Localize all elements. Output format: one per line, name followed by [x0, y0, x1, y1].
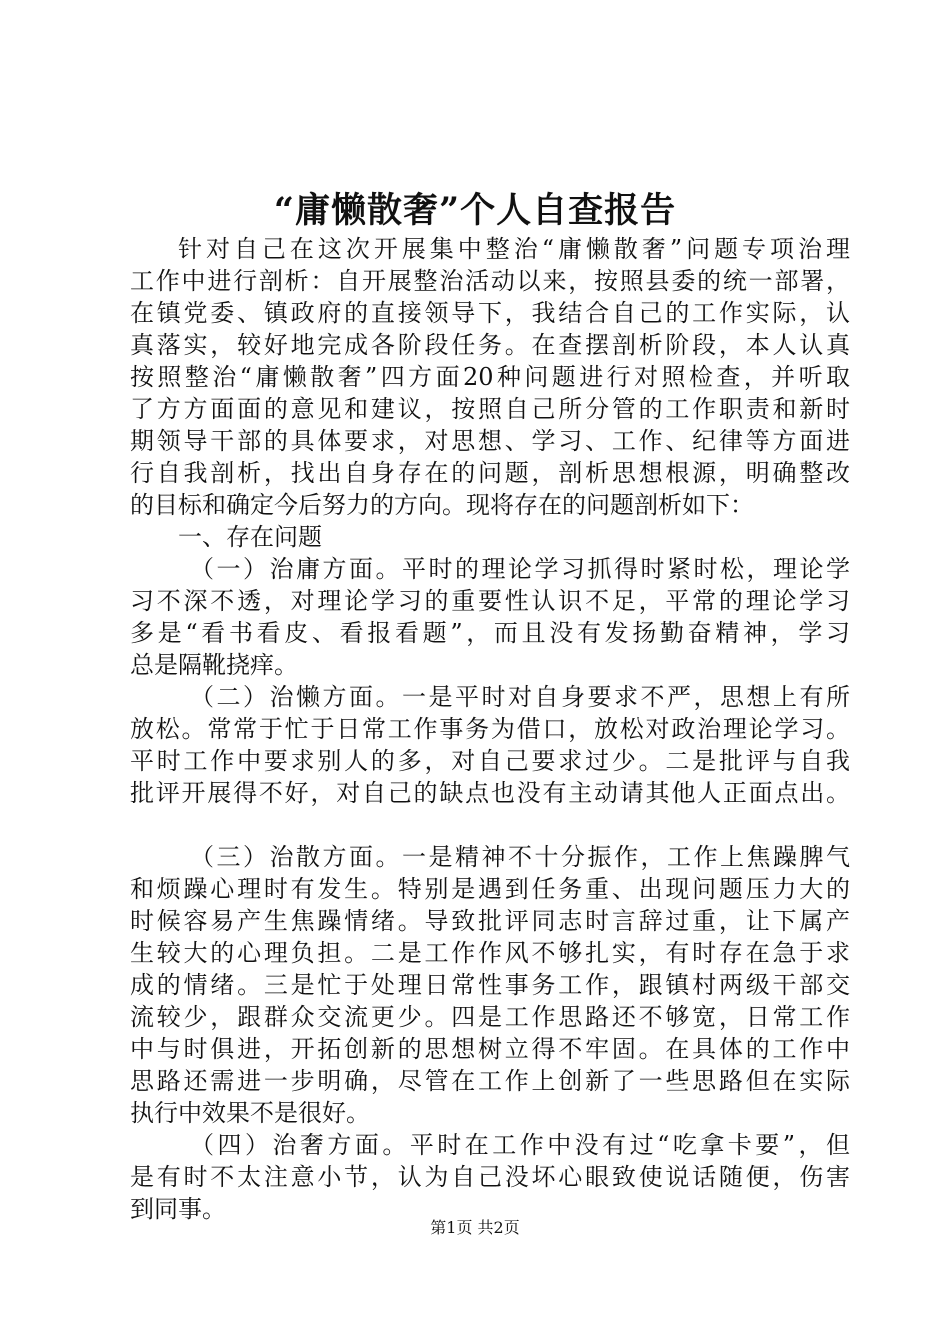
paragraph-line: 执行中效果不是很好。 [130, 1099, 370, 1127]
paragraph-line: 放松。常常于忙于日常工作事务为借口，放松对政治理论学习。 [130, 715, 850, 743]
paragraph-line: 按照整治“庸懒散奢”四方面20种问题进行对照检查，并听取 [130, 363, 850, 391]
intro-paragraph [130, 233, 850, 521]
paragraph-line: 到同事。 [130, 1195, 226, 1223]
paragraph-line: 成的情绪。三是忙于处理日常性事务工作，跟镇村两级干部交 [130, 971, 850, 999]
part-paragraph-3 [130, 841, 850, 1129]
paragraph-line: 在镇党委、镇政府的直接领导下，我结合自己的工作实际，认 [130, 299, 850, 327]
paragraph-line: （三）治散方面。一是精神不十分振作，工作上焦躁脾气 [190, 843, 850, 871]
paragraph-line: 思路还需进一步明确，尽管在工作上创新了一些思路但在实际 [130, 1067, 850, 1095]
document-title: “庸懒散奢”个人自查报告 [273, 190, 677, 231]
paragraph-line: 工作中进行剖析：自开展整治活动以来，按照县委的统一部署， [130, 267, 850, 295]
paragraph-line: 时候容易产生焦躁情绪。导致批评同志时言辞过重，让下属产 [130, 907, 850, 935]
paragraph-line: 平时工作中要求别人的多，对自己要求过少。二是批评与自我 [130, 747, 850, 775]
paragraph-line: 行自我剖析，找出自身存在的问题，剖析思想根源，明确整改 [130, 459, 850, 487]
paragraph-line: 的目标和确定今后努力的方向。现将存在的问题剖析如下： [130, 491, 754, 519]
paragraph-line: （一）治庸方面。平时的理论学习抓得时紧时松，理论学 [190, 555, 850, 583]
paragraph-line: 了方方面面的意见和建议，按照自己所分管的工作职责和新时 [130, 395, 850, 423]
part-paragraph-1 [130, 553, 850, 681]
paragraph-line: 流较少，跟群众交流更少。四是工作思路还不够宽，日常工作 [130, 1003, 850, 1031]
part-paragraph-4 [130, 1129, 850, 1225]
paragraph-line: 针对自己在这次开展集中整治“庸懒散奢”问题专项治理 [178, 235, 850, 263]
page-number: 第1页 共2页 [430, 1218, 520, 1237]
paragraph-line: （四）治奢方面。平时在工作中没有过“吃拿卡要”，但 [190, 1131, 850, 1159]
paragraph-line: 生较大的心理负担。二是工作作风不够扎实，有时存在急于求 [130, 939, 850, 967]
paragraph-line: 中与时俱进，开拓创新的思想树立得不牢固。在具体的工作中 [130, 1035, 850, 1063]
document-body [130, 233, 850, 1225]
section-heading: 一、存在问题 [178, 523, 322, 551]
paragraph-line: 习不深不透，对理论学习的重要性认识不足，平常的理论学习 [130, 587, 850, 615]
paragraph-spacer [130, 809, 850, 841]
paragraph-line: 批评开展得不好，对自己的缺点也没有主动请其他人正面点出。 [130, 779, 850, 807]
paragraph-line: 总是隔靴挠痒。 [130, 651, 298, 679]
paragraph-line: 多是“看书看皮、看报看题”，而且没有发扬勤奋精神，学习 [130, 619, 850, 647]
paragraph-line: 是有时不太注意小节，认为自己没坏心眼致使说话随便，伤害 [130, 1163, 850, 1191]
paragraph-line: 真落实，较好地完成各阶段任务。在查摆剖析阶段，本人认真 [130, 331, 850, 359]
paragraph-line: （二）治懒方面。一是平时对自身要求不严，思想上有所 [190, 683, 850, 711]
part-paragraph-2 [130, 681, 850, 809]
paragraph-line: 和烦躁心理时有发生。特别是遇到任务重、出现问题压力大的 [130, 875, 850, 903]
paragraph-line: 期领导干部的具体要求，对思想、学习、工作、纪律等方面进 [130, 427, 850, 455]
